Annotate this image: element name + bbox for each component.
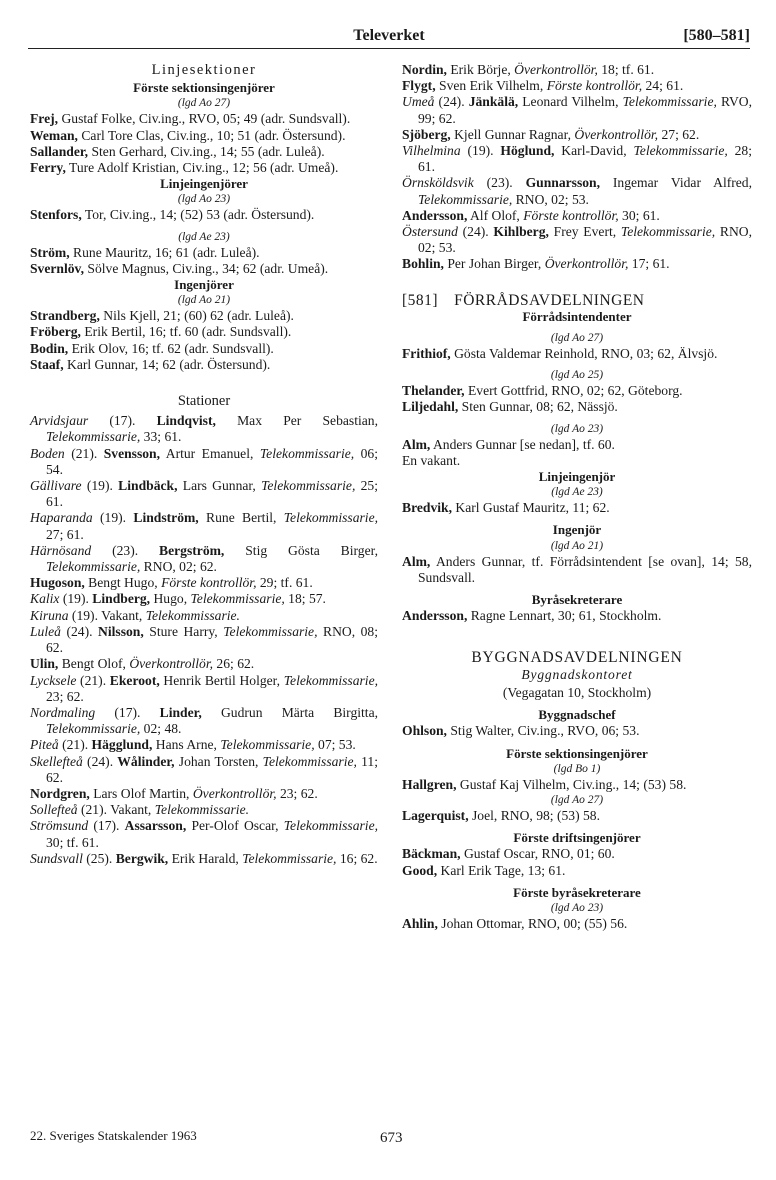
entry-text: Lars Gunnar,: [177, 478, 262, 494]
entry-text: Henrik Bertil Holger,: [159, 672, 284, 688]
entry-name: Ekeroot,: [109, 672, 160, 688]
entry-role: Telekommissarie,: [418, 191, 513, 207]
entry-name: Bergström,: [159, 542, 225, 558]
entry-rest: 16; 62.: [336, 850, 378, 866]
entry-rest: 02; 48.: [140, 721, 182, 737]
entry: [30, 324, 378, 340]
entry-text: Kjell Gunnar Ragnar,: [450, 126, 575, 142]
station-code: (24).: [82, 753, 118, 769]
station-code: (21).: [58, 737, 92, 753]
entry-rest: 30; tf. 61.: [46, 834, 99, 850]
station-place: Kalix: [30, 591, 60, 607]
entry-name: Hugoson,: [30, 575, 85, 591]
entry-rest: 25; 61.: [46, 478, 378, 510]
station-entry: [402, 143, 752, 175]
entry: [30, 160, 378, 176]
entry-name: Bergwik,: [115, 850, 169, 866]
entry-text: Vakant,: [110, 802, 155, 818]
entry-rest: RNO, 02; 53.: [512, 191, 589, 207]
entry-text: Karl-David,: [554, 143, 634, 159]
station-entry: [30, 446, 378, 478]
footer-source: 22. Sveriges Statskalender 1963: [30, 1128, 197, 1143]
station-entry: [30, 575, 378, 591]
salary-grade: (lgd Ae 23): [551, 486, 603, 499]
entry: [30, 111, 378, 127]
dept-heading-forrad: [402, 293, 752, 309]
station-place: Lycksele: [30, 672, 77, 688]
station-place: Skellefteå: [30, 753, 83, 769]
entry-text: Anders Gunnar [se nedan], tf. 60.: [430, 436, 615, 452]
salary-grade: (lgd Ao 25): [550, 369, 604, 382]
entry-name: Jänkälä,: [468, 94, 519, 110]
entry-text: Frey Evert,: [548, 224, 621, 240]
entry: [402, 846, 752, 862]
entry-text: Sten Gerhard, Civ.ing., 14; 55 (adr. Luleå).: [88, 143, 325, 159]
subheading: Byråsekreterare: [531, 592, 623, 608]
entry: [30, 245, 378, 261]
entry-role: Överkontrollör,: [192, 785, 277, 801]
station-entry: [30, 624, 378, 656]
entry-name: Nilsson,: [98, 623, 144, 639]
subheading: Byggnadschef: [538, 707, 616, 723]
entry-rest: 18; 57.: [284, 591, 326, 607]
station-entry: [402, 208, 752, 224]
station-code: (19).: [92, 510, 134, 526]
station-place: Östersund: [402, 224, 458, 240]
entry-text: Sten Gunnar, 08; 62, Nässjö.: [458, 399, 618, 415]
salary-grade: (lgd Ao 21): [177, 294, 231, 307]
station-place: Härnösand: [30, 542, 92, 558]
entry-text: Alf Olof,: [467, 207, 524, 223]
salary-grade: (lgd Ao 21): [550, 539, 604, 552]
entry-name: Hallgren,: [402, 776, 457, 792]
entry-text: Ture Adolf Kristian, Civ.ing., 12; 56 (adr. Umeå).: [65, 160, 339, 176]
entry-role: Telekommissarie,: [46, 429, 141, 445]
station-entry: [30, 543, 378, 575]
subheading: Förrådsintendenter: [522, 308, 632, 324]
station-code: (24).: [457, 224, 494, 240]
entry-text: Per Johan Birger,: [443, 256, 545, 272]
station-entry: [30, 510, 378, 542]
office-title: Byggnadskontoret: [521, 666, 633, 682]
entry-name: Nordgren,: [30, 785, 90, 801]
subheading: Förste driftsingenjörer: [513, 830, 641, 846]
entry-rest: RVO, 99; 62.: [418, 94, 752, 126]
right-column: [402, 62, 752, 932]
entry-text: Hugo,: [150, 591, 191, 607]
station-entry: [30, 818, 378, 850]
station-code: (17).: [88, 818, 125, 834]
entry-name: Ahlin,: [402, 915, 438, 931]
office-address: (Vegagatan 10, Stockholm): [502, 684, 652, 700]
entry: [402, 399, 752, 415]
entry-role: Överkontrollör,: [574, 126, 659, 142]
entry-rest: 33; 61.: [140, 429, 182, 445]
entry-text: Gustaf Kaj Vilhelm, Civ.ing., 14; (53) 58.: [456, 776, 687, 792]
entry-name: Fröberg,: [30, 324, 81, 340]
entry-name: Bäckman,: [402, 846, 461, 862]
entry-text: Erik Olov, 16; tf. 62 (adr. Sundsvall).: [68, 340, 274, 356]
entry-text: Stig Walter, Civ.ing., RVO, 06; 53.: [446, 723, 640, 739]
header-page-range: [580–581]: [683, 27, 750, 44]
entry: [402, 863, 752, 879]
entry: [402, 500, 752, 516]
entry: [402, 437, 752, 453]
salary-grade: (lgd Ae 23): [178, 230, 230, 243]
station-code: (21).: [76, 672, 110, 688]
entry: [402, 608, 752, 624]
entry: [402, 723, 752, 739]
entry-role: Telekommissarie,: [620, 224, 716, 240]
entry-role: Telekommissarie,: [46, 721, 141, 737]
entry-role: Telekommissarie,: [283, 510, 379, 526]
entry-text: Artur Emanuel,: [160, 445, 260, 461]
station-code: (25).: [82, 850, 116, 866]
entry-name: Lindström,: [133, 510, 199, 526]
stations-list: [30, 413, 378, 867]
stations-list-continued: [402, 62, 752, 273]
station-code: (21).: [64, 445, 104, 461]
entry-role: Telekommissarie,: [220, 737, 315, 753]
entry-role: Telekommissarie,: [283, 818, 379, 834]
station-code: (23).: [473, 175, 526, 191]
entry-text: Johan Ottomar, RNO, 00; (55) 56.: [437, 915, 628, 931]
entry-name: Andersson,: [402, 608, 468, 624]
entry-role: Förste kontrollör,: [161, 575, 257, 591]
station-entry: [30, 737, 378, 753]
entry-rest: 24; 61.: [642, 78, 684, 94]
station-code: (17).: [88, 413, 157, 429]
entry-text: Rune Bertil,: [198, 510, 284, 526]
entry-name: Alm,: [402, 436, 431, 452]
salary-grade: (lgd Ao 23): [550, 901, 604, 914]
entry-name: Strandberg,: [30, 308, 100, 324]
entry-text: Anders Gunnar, tf. Förrådsintendent [se ovan], 14; 58, Sundsvall.: [418, 553, 752, 585]
entry-text: Johan Torsten,: [174, 753, 263, 769]
section-title-stationer: Stationer: [177, 393, 231, 410]
entry-list: [30, 308, 378, 373]
salary-grade: (lgd Ao 23): [177, 193, 231, 206]
entry-name: Good,: [402, 862, 438, 878]
entry: [402, 346, 752, 362]
entry-name: Lindqvist,: [156, 413, 216, 429]
dept-title: FÖRRÅDSAVDELNINGEN: [454, 291, 645, 309]
section-title-linjesektioner: Linjesektioner: [151, 62, 257, 78]
entry-name: Andersson,: [402, 207, 468, 223]
entry-rest: 23; 62.: [46, 688, 84, 704]
station-entry: [402, 175, 752, 207]
entry: [402, 383, 752, 399]
entry-list: [30, 111, 378, 176]
station-entry: [30, 705, 378, 737]
entry-name: Lagerquist,: [402, 807, 469, 823]
entry-role: Telekommissarie,: [283, 672, 379, 688]
station-place: Gällivare: [30, 478, 82, 494]
entry-text: Carl Tore Clas, Civ.ing., 10; 51 (adr. Östersund).: [77, 127, 346, 143]
station-entry: [30, 413, 378, 445]
entry-text: Sture Harry,: [143, 623, 224, 639]
entry: [30, 308, 378, 324]
station-code: (24).: [60, 623, 99, 639]
entry-name: Weman,: [30, 127, 78, 143]
entry-name: Ulin,: [30, 656, 59, 672]
entry: [402, 808, 752, 824]
entry-rest: 23; 62.: [276, 785, 318, 801]
entry-text: Rune Mauritz, 16; 61 (adr. Luleå).: [69, 244, 260, 260]
entry-name: Assarsson,: [124, 818, 187, 834]
entry-text: Vakant,: [101, 607, 146, 623]
entry-name: Höglund,: [500, 143, 555, 159]
entry-name: Staaf,: [30, 356, 64, 372]
entry-rest: 07; 53.: [314, 737, 356, 753]
entry-rest: RNO, 08; 62.: [46, 623, 378, 656]
entry-name: Linder,: [159, 704, 202, 720]
entry-rest: 29; tf. 61.: [256, 575, 313, 591]
subheading: Ingenjörer: [174, 277, 234, 293]
page-number: 673: [380, 1130, 403, 1146]
entry-name: Frej,: [30, 111, 59, 127]
station-entry: [402, 62, 752, 78]
entry-rest: RNO, 02; 53.: [418, 224, 753, 256]
entry-name: Lindberg,: [92, 591, 151, 607]
entry-text: Gustaf Folke, Civ.ing., RVO, 05; 49 (adr. Sundsvall).: [58, 111, 351, 127]
station-entry: [30, 851, 378, 867]
entry: [30, 357, 378, 373]
entry-text: Sölve Magnus, Civ.ing., 34; 62 (adr. Umeå).: [84, 260, 329, 276]
station-entry: [402, 256, 752, 272]
entry-text: Karl Gustaf Mauritz, 11; 62.: [451, 500, 610, 516]
station-code: (23).: [91, 542, 160, 558]
entry-text: Lars Olof Martin,: [89, 785, 193, 801]
entry-text: Hans Arne,: [152, 737, 221, 753]
station-place: Strömsund: [30, 818, 89, 834]
entry-text: Karl Gunnar, 14; 62 (adr. Östersund).: [63, 356, 271, 372]
entry-text: Joel, RNO, 98; (53) 58.: [468, 807, 601, 823]
entry-name: Svernlöv,: [30, 260, 85, 276]
header-title: Televerket: [353, 27, 425, 44]
entry-role: Telekommissarie,: [622, 94, 717, 110]
entry-rest: 27; 61.: [46, 526, 84, 542]
entry-name: Bohlin,: [402, 256, 444, 272]
entry-text: Bengt Hugo,: [84, 575, 162, 591]
station-place: Kiruna: [30, 607, 69, 623]
station-entry: [402, 78, 752, 94]
entry-text: Max Per Sebastian,: [215, 413, 378, 429]
entry: [30, 207, 378, 223]
entry-name: Gunnarsson,: [525, 175, 600, 191]
entry-role: Telekommissarie,: [262, 753, 357, 769]
entry-name: Wålinder,: [117, 753, 175, 769]
entry-rest: 30; 61.: [618, 207, 660, 223]
entry-text: Leonard Vilhelm,: [518, 94, 623, 110]
station-code: (19).: [81, 478, 119, 494]
station-place: Sollefteå: [30, 802, 78, 818]
entry-role: Telekommissarie,: [259, 445, 355, 461]
dept-heading-bygg: BYGGNADSAVDELNINGEN: [471, 649, 683, 667]
entry-role: Telekommissarie.: [145, 607, 240, 623]
entry-role: Telekommissarie,: [261, 478, 356, 494]
entry-name: Bodin,: [30, 340, 69, 356]
entry-rest: 11; 62.: [46, 753, 379, 785]
entry-role: Förste kontrollör,: [523, 207, 619, 223]
station-code: (21).: [77, 802, 111, 818]
entry-role: Telekommissarie,: [633, 143, 728, 159]
station-entry: [30, 786, 378, 802]
entry-name: Sjöberg,: [402, 126, 451, 142]
entry-text: Ingemar Vidar Alfred,: [600, 175, 752, 191]
entry-rest: 17; 61.: [628, 256, 670, 272]
station-place: Örnsköldsvik: [402, 175, 474, 191]
entry-text: Evert Gottfrid, RNO, 02; 62, Göteborg.: [464, 383, 683, 399]
entry-role: Telekommissarie,: [223, 623, 318, 639]
entry: [30, 341, 378, 357]
entry-name: Alm,: [402, 553, 431, 569]
vacancy-note: En vakant.: [402, 452, 461, 468]
entry: [402, 916, 752, 932]
station-code: (17).: [95, 704, 160, 720]
station-place: Boden: [30, 445, 65, 461]
entry-rest: 26; 62.: [213, 656, 255, 672]
entry-name: Bredvik,: [402, 500, 452, 516]
station-entry: [30, 673, 378, 705]
entry: [402, 554, 752, 586]
salary-grade: (lgd Ao 27): [550, 332, 604, 345]
entry-name: Lindbäck,: [118, 478, 178, 494]
entry-text: Tor, Civ.ing., 14; (52) 53 (adr. Östersund).: [81, 207, 315, 223]
entry-role: Telekommissarie.: [154, 802, 250, 818]
entry-name: Frithiof,: [402, 346, 451, 362]
station-entry: [402, 127, 752, 143]
entry-text: Gudrun Märta Birgitta,: [201, 704, 379, 720]
entry-name: Flygt,: [402, 78, 436, 94]
entry-rest: 06; 54.: [46, 445, 379, 477]
left-column: [30, 62, 378, 867]
entry-name: Ström,: [30, 244, 70, 260]
entry-name: Thelander,: [402, 383, 465, 399]
station-entry: [30, 478, 378, 510]
entry: [402, 777, 752, 793]
section-number: [581]: [402, 291, 439, 309]
station-place: Nordmaling: [30, 704, 96, 720]
station-place: Arvidsjaur: [30, 413, 89, 429]
subheading: Förste sektionsingenjörer: [133, 80, 275, 96]
station-entry: [30, 802, 378, 818]
entry-role: Förste kontrollör,: [546, 78, 643, 94]
entry-name: Liljedahl,: [402, 399, 459, 415]
station-entry: [30, 754, 378, 786]
entry-name: Hägglund,: [91, 737, 153, 753]
salary-grade: (lgd Ao 27): [550, 793, 604, 806]
entry-rest: 27; 62.: [658, 126, 700, 142]
station-place: Piteå: [30, 737, 59, 753]
station-entry: [402, 94, 752, 126]
entry-role: Telekommissarie,: [190, 591, 285, 607]
running-header: [28, 26, 750, 49]
entry: [30, 128, 378, 144]
entry-role: Telekommissarie,: [242, 850, 337, 866]
entry-role: Telekommissarie,: [46, 559, 141, 575]
entry: [30, 144, 378, 160]
subheading: Linjeingenjör: [538, 469, 616, 485]
subheading: Förste sektionsingenjörer: [506, 745, 648, 761]
entry-text: Nils Kjell, 21; (60) 62 (adr. Luleå).: [99, 308, 294, 324]
salary-grade: (lgd Bo 1): [553, 762, 601, 775]
station-place: Luleå: [30, 623, 61, 639]
entry-name: Kihlberg,: [493, 224, 549, 240]
entry-name: Svensson,: [103, 445, 161, 461]
entry-role: Överkontrollör,: [129, 656, 214, 672]
entry-rest: 28; 61.: [418, 143, 752, 175]
entry-name: Ohlson,: [402, 723, 447, 739]
entry-text: Erik Börje,: [446, 62, 515, 77]
entry-name: Sallander,: [30, 143, 89, 159]
entry-text: Sven Erik Vilhelm,: [435, 78, 547, 94]
entry-text: Ragne Lennart, 30; 61, Stockholm.: [467, 608, 662, 624]
station-entry: [402, 224, 752, 256]
entry-text: Gustaf Oscar, RNO, 01; 60.: [460, 846, 615, 862]
entry-text: Erik Harald,: [168, 850, 243, 866]
entry-name: Stenfors,: [30, 207, 82, 223]
station-place: Sundsvall: [30, 850, 83, 866]
entry-text: Bengt Olof,: [58, 656, 130, 672]
entry-role: Överkontrollör,: [514, 62, 598, 77]
entry-text: Gösta Valdemar Reinhold, RNO, 03; 62, Älvsjö.: [450, 346, 718, 362]
station-place: Haparanda: [30, 510, 93, 526]
station-code: (19).: [460, 143, 501, 159]
entry-role: Överkontrollör,: [544, 256, 629, 272]
station-entry: [30, 591, 378, 607]
station-code: (19).: [68, 607, 102, 623]
entry-text: Stig Gösta Birger,: [224, 542, 378, 558]
station-place: Vilhelmina: [402, 143, 461, 159]
entry-rest: 18; tf. 61.: [597, 62, 655, 77]
entry-name: Ferry,: [30, 160, 66, 176]
entry-rest: RNO, 02; 62.: [140, 559, 217, 575]
entry-text: Erik Bertil, 16; tf. 60 (adr. Sundsvall).: [80, 324, 292, 340]
entry-name: Nordin,: [402, 62, 447, 77]
station-entry: [30, 608, 378, 624]
subheading: Linjeingenjörer: [160, 176, 248, 192]
station-code: (19).: [59, 591, 93, 607]
salary-grade: (lgd Ao 27): [177, 97, 231, 110]
subheading: Ingenjör: [552, 522, 602, 538]
entry-text: Per-Olof Oscar,: [186, 818, 284, 834]
station-entry: [30, 656, 378, 672]
entry-text: Karl Erik Tage, 13; 61.: [437, 862, 566, 878]
subheading: Förste byråsekreterare: [513, 884, 641, 900]
station-place: Umeå: [402, 94, 435, 110]
station-code: (24).: [434, 94, 469, 110]
salary-grade: (lgd Ao 23): [550, 422, 604, 435]
entry: [30, 261, 378, 277]
